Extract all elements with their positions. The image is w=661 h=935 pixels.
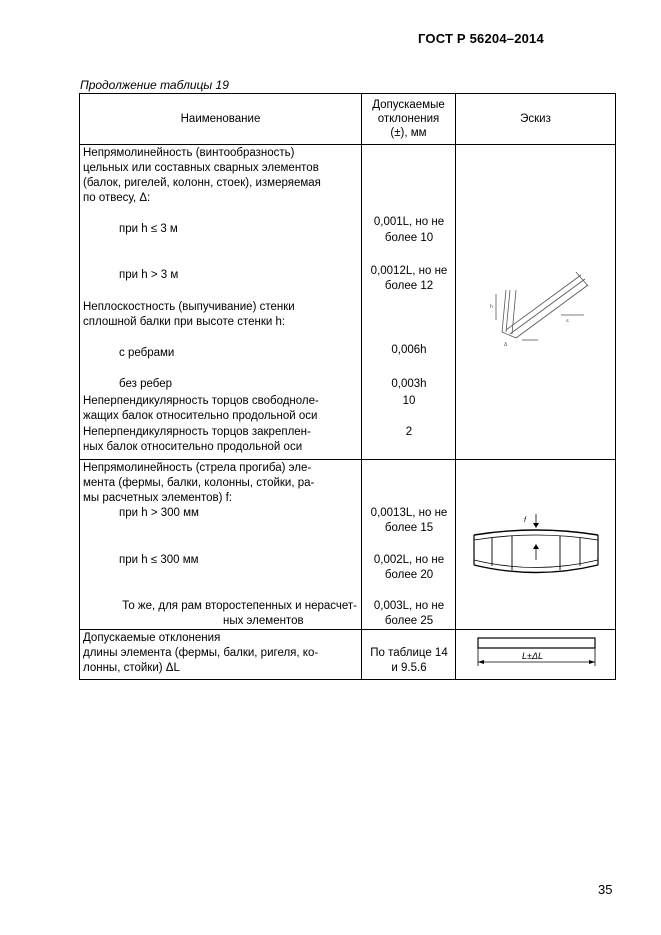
sec2-r2-value-line1: 0,002L, но не <box>373 554 445 566</box>
table-caption: Продолжение таблицы 19 <box>80 78 229 92</box>
sec2-title-line1: Непрямолинейность (стрела прогиба) эле- <box>83 462 312 474</box>
sec1-r4-value: 0,003h <box>391 378 427 390</box>
section-deflection <box>80 459 615 629</box>
sec2-r2-value-line2: более 20 <box>384 569 434 581</box>
sec1-r2-value-line2: более 12 <box>384 280 434 292</box>
sec1-r1-label: при h ≤ 3 м <box>119 223 178 235</box>
standard-header: ГОСТ Р 56204–2014 <box>418 31 544 46</box>
table-header-row <box>80 94 615 144</box>
sec1-r2-value-line1: 0,0012L, но не <box>370 265 448 277</box>
sec2-r3-label-line2: ных элементов <box>223 615 304 627</box>
web-title-line2: сплошной балки при высоте стенки h: <box>83 316 286 328</box>
perp1-value: 10 <box>402 395 416 407</box>
perp2-value: 2 <box>405 426 413 438</box>
page-number: 35 <box>598 882 613 897</box>
perp2-line1: Неперпендикулярность торцов закреплен- <box>83 426 311 438</box>
sec2-title-line2: мента (фермы, балки, колонны, стойки, ра- <box>83 477 315 489</box>
perp1-line2: жащих балок относительно продольной оси <box>83 410 318 422</box>
sec1-r3-value: 0,006h <box>391 344 427 356</box>
sec1-title-line2: цельных или составных сварных элементов <box>83 162 319 174</box>
sec2-title-line3: мы расчетных элементов) f: <box>83 492 233 504</box>
header-name: Наименование <box>80 94 362 144</box>
sec3-title-line2: длины элемента (фермы, балки, ригеля, ко- <box>83 647 319 659</box>
section-straightness-plumb <box>80 144 615 459</box>
sec3-value-line1: По таблице 14 <box>370 647 448 659</box>
sec3-title-line3: лонны, стойки) ΔL <box>83 662 180 674</box>
beam-twist-sketch-icon <box>476 260 596 350</box>
tolerance-table <box>79 93 616 680</box>
sec2-r3-value-line2: более 25 <box>384 615 434 627</box>
sec2-r2-label: при h ≤ 300 мм <box>119 554 199 566</box>
svg-text:h: h <box>490 304 493 310</box>
length-sketch-icon <box>474 634 599 674</box>
section-length-tolerance <box>80 629 615 679</box>
svg-text:Δ: Δ <box>504 342 508 348</box>
sec1-title-line4: по отвесу, Δ: <box>83 192 151 204</box>
sec2-r1-label: при h > 300 мм <box>119 507 199 519</box>
sec2-r3-value-line1: 0,003L, но не <box>373 600 445 612</box>
header-sketch: Эскиз <box>520 113 551 125</box>
sec2-r1-value-line2: более 15 <box>384 522 434 534</box>
svg-text:f: f <box>524 517 526 524</box>
sec2-r3-label-line1: То же, для рам второстепенных и нерасчет- <box>122 600 357 612</box>
sec1-title-line1: Непрямолинейность (винтообразность) <box>83 147 295 159</box>
perp1-line1: Неперпендикулярность торцов свободноле- <box>83 395 319 407</box>
sec3-value-line2: и 9.5.6 <box>391 662 427 674</box>
bent-truss-sketch-icon <box>466 510 606 590</box>
web-title-line1: Неплоскостность (выпучивание) стенки <box>83 301 295 313</box>
sec1-r1-value-line1: 0,001L, но не <box>373 216 445 228</box>
sec1-r1-value-line2: более 10 <box>384 232 434 244</box>
svg-text:≤: ≤ <box>566 318 569 324</box>
sec3-title-line1: Допускаемые отклонения <box>83 632 221 644</box>
sec2-r1-value-line1: 0,0013L, но не <box>370 507 448 519</box>
sec1-r3-label: с ребрами <box>119 347 175 359</box>
sec1-r2-label: при h > 3 м <box>119 269 179 281</box>
sec1-title-line3: (балок, ригелей, колонн, стоек), измеряемая <box>83 177 321 189</box>
sec1-r4-label: без ребер <box>119 378 172 390</box>
length-sketch-label: L±ΔL <box>522 651 543 661</box>
perp2-line2: ных балок относительно продольной оси <box>83 441 303 453</box>
header-tolerance: Допускаемые отклонения (±), мм <box>362 94 456 144</box>
